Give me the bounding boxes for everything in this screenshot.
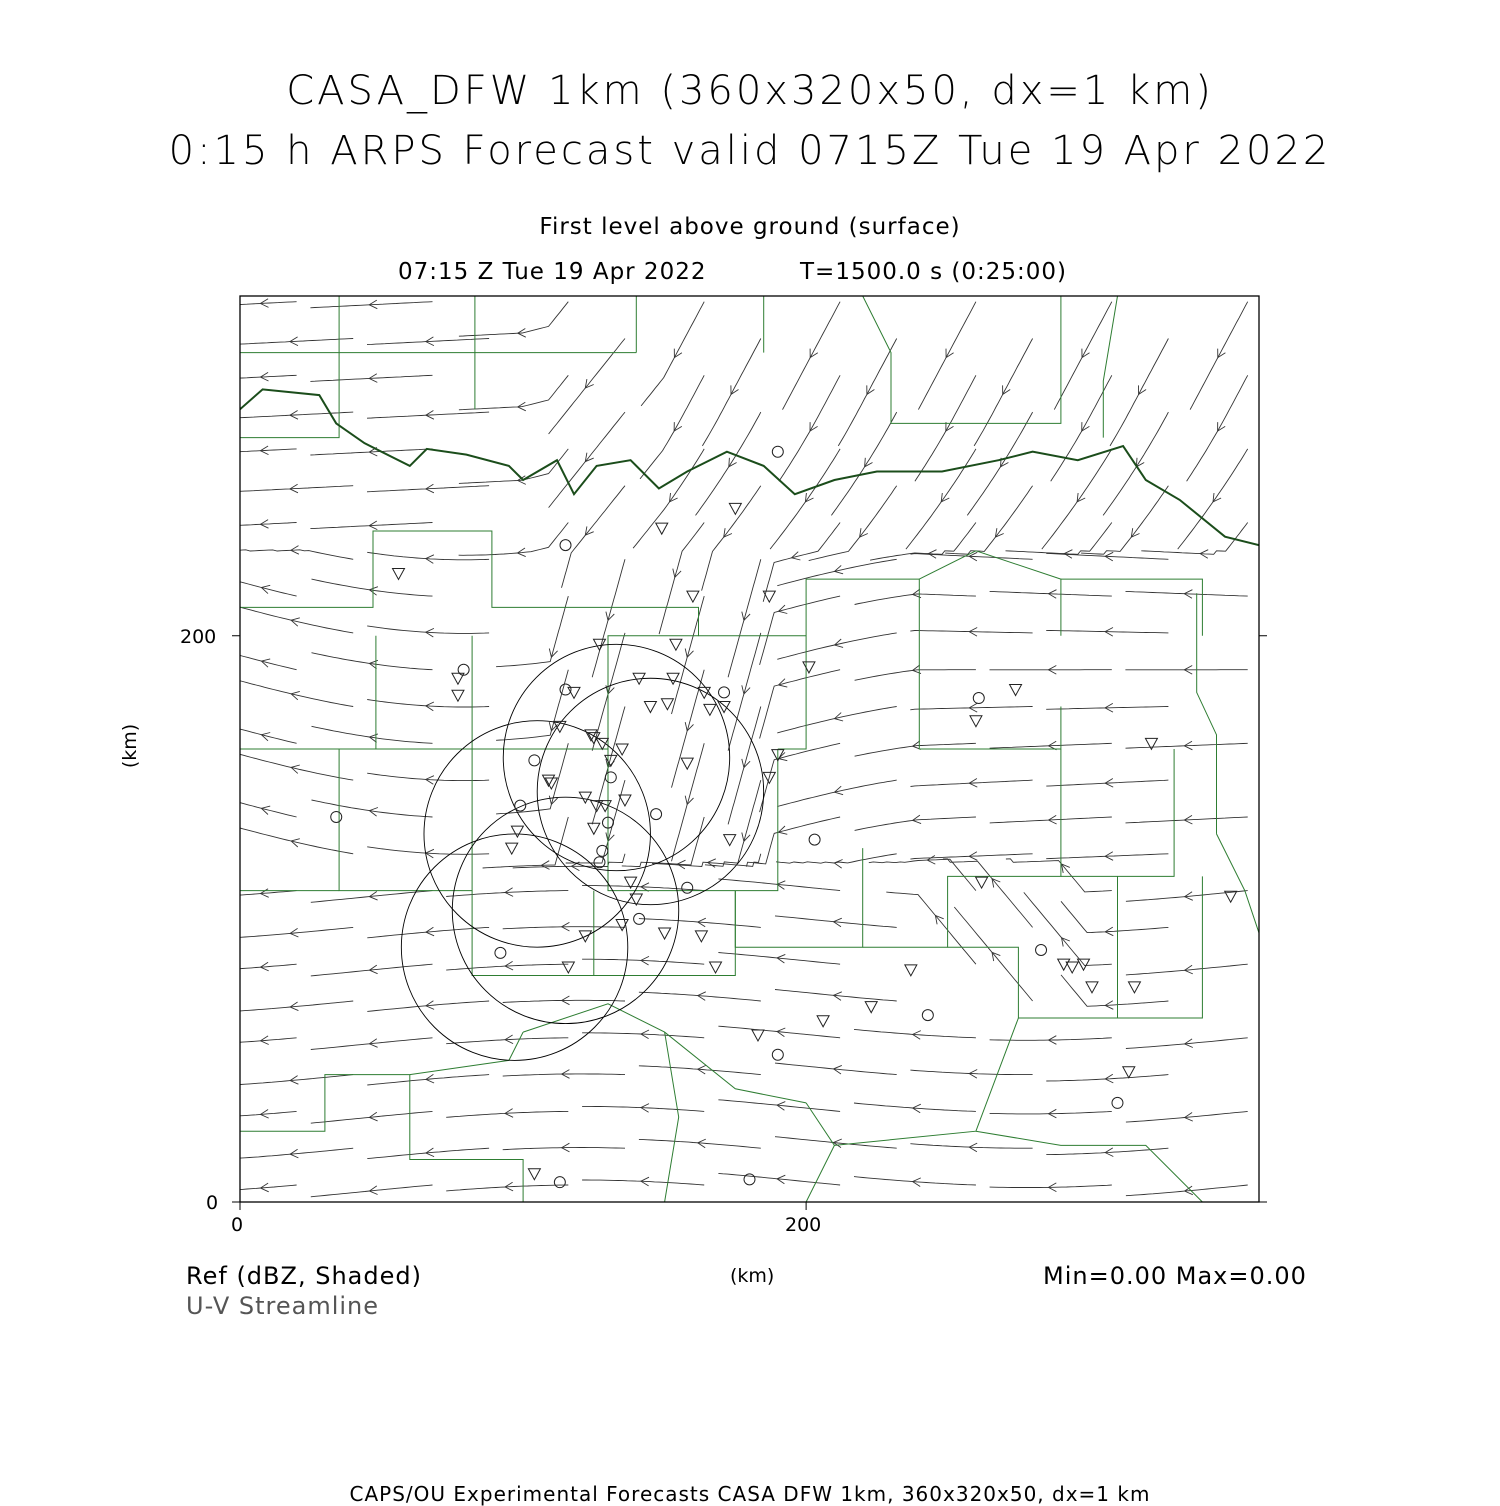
title-line-1: CASA_DFW 1km (360x320x50, dx=1 km): [0, 68, 1500, 114]
streamline: [367, 552, 489, 560]
station-triangle: [452, 690, 464, 701]
streamline: [641, 302, 704, 406]
streamline: [310, 375, 432, 381]
station-triangle: [511, 826, 523, 837]
county-line: [523, 1004, 806, 1103]
station-circle: [554, 1177, 565, 1188]
streamline: [592, 559, 625, 677]
streamline: [1110, 339, 1168, 446]
station-circle: [1112, 1097, 1123, 1108]
streamline: [367, 339, 489, 345]
streamline: [231, 1148, 353, 1159]
legend-vector-label: U-V Streamline: [186, 1292, 379, 1320]
streamline: [640, 375, 704, 479]
subtitle-level: First level above ground (surface): [0, 214, 1500, 240]
streamline: [770, 449, 840, 549]
station-triangle: [506, 843, 518, 854]
streamline: [869, 859, 976, 890]
station-triangle: [1123, 1067, 1135, 1078]
county-line: [240, 636, 376, 749]
streamline: [231, 927, 353, 938]
streamline: [310, 449, 432, 455]
streamline: [311, 964, 433, 976]
county-line: [863, 749, 1061, 947]
streamline: [1051, 375, 1112, 481]
streamline: [906, 449, 976, 549]
station-circle: [772, 1049, 783, 1060]
legend-field-label: Ref (dBZ, Shaded): [186, 1262, 422, 1290]
station-triangle: [704, 704, 716, 715]
streamline: [311, 1038, 433, 1050]
station-triangle: [752, 1030, 764, 1041]
station-circle: [922, 1010, 933, 1021]
streamline: [775, 1063, 897, 1075]
streamline: [954, 907, 1032, 1001]
station-triangle: [1086, 982, 1098, 993]
county-line: [376, 636, 472, 749]
county-line: [1197, 593, 1217, 834]
streamline: [312, 579, 433, 596]
state-boundary: [240, 389, 1259, 545]
station-triangle: [698, 687, 710, 698]
streamline: [1178, 449, 1248, 549]
streamline: [1126, 964, 1248, 975]
station-triangle: [817, 1016, 829, 1027]
station-circle: [651, 809, 662, 820]
county-line: [475, 353, 636, 410]
streamline: [310, 523, 432, 529]
streamline-arrow: [834, 860, 842, 869]
streamline: [855, 743, 976, 756]
station-circle: [1036, 945, 1047, 956]
station-triangle: [724, 835, 736, 846]
streamline: [592, 707, 625, 825]
streamline: [718, 1026, 840, 1038]
red-river-boundary: [240, 389, 1259, 545]
station-triangle: [976, 877, 988, 888]
station-triangle: [644, 702, 656, 713]
streamline: [783, 302, 841, 410]
streamline: [886, 892, 976, 964]
x-axis-unit: (km): [730, 1265, 774, 1287]
county-line: [1061, 579, 1203, 636]
streamline: [231, 1001, 353, 1012]
station-circle: [331, 811, 342, 822]
streamline: [918, 302, 976, 410]
streamline: [990, 817, 1112, 823]
station-circle: [682, 882, 693, 893]
station-triangle: [562, 962, 574, 973]
county-line: [665, 1032, 679, 1202]
county-line: [948, 876, 1118, 1018]
station-triangle: [687, 591, 699, 602]
station-triangle: [616, 744, 628, 755]
streamline: [870, 523, 976, 561]
streamline: [633, 449, 704, 548]
streamline: [974, 339, 1033, 446]
station-triangle: [670, 639, 682, 650]
streamline: [728, 633, 761, 751]
streamline: [231, 412, 353, 418]
streamline: [367, 927, 489, 937]
streamline: [367, 626, 489, 634]
county-line: [976, 1131, 1203, 1202]
streamline: [459, 449, 568, 484]
station-triangle: [528, 1169, 540, 1180]
streamline: [728, 707, 761, 825]
streamline: [367, 1001, 489, 1011]
y-tick-0: 0: [206, 1192, 218, 1214]
streamline: [312, 726, 433, 743]
streamline: [915, 375, 976, 481]
streamline: [809, 486, 897, 561]
station-triangle: [1128, 982, 1140, 993]
station-triangle: [729, 503, 741, 514]
county-line: [410, 1075, 523, 1202]
streamline: [779, 375, 840, 481]
county-line: [1217, 834, 1260, 933]
county-line: [472, 891, 594, 976]
streamline: [911, 554, 1033, 560]
station-circle: [560, 540, 571, 551]
streamline: [367, 486, 489, 492]
county-line: [1118, 876, 1203, 1018]
streamline: [702, 339, 760, 446]
county-line: [1103, 296, 1117, 438]
streamline: [659, 523, 704, 635]
county-line: [834, 1018, 1018, 1145]
station-triangle: [667, 673, 679, 684]
streamline: [746, 817, 840, 867]
streamline: [672, 596, 705, 714]
streamline: [1046, 780, 1168, 786]
streamline: [496, 596, 568, 667]
station-circle: [605, 772, 616, 783]
y-axis-unit: (km): [119, 724, 141, 768]
streamline: [310, 302, 432, 308]
streamline: [943, 859, 1033, 928]
streamline: [1081, 486, 1168, 555]
streamline: [566, 780, 625, 863]
streamline: [1061, 901, 1168, 932]
station-triangle: [659, 928, 671, 939]
streamline: [231, 486, 353, 492]
streamline: [367, 773, 489, 780]
streamline: [311, 1111, 433, 1123]
streamlines-layer: [226, 299, 1247, 1197]
streamline: [311, 1185, 433, 1197]
legend-minmax: Min=0.00 Max=0.00: [1043, 1262, 1307, 1290]
streamline: [775, 1137, 897, 1149]
streamline: [945, 486, 1032, 555]
county-line: [240, 531, 806, 636]
station-triangle: [681, 758, 693, 769]
station-circle: [744, 1174, 755, 1185]
streamline: [311, 891, 433, 903]
streamline: [775, 990, 897, 1002]
station-triangle: [710, 962, 722, 973]
streamline: [911, 780, 1033, 786]
station-triangle: [1066, 962, 1078, 973]
station-circle: [973, 693, 984, 704]
streamline: [775, 916, 897, 928]
streamline: [1126, 1038, 1248, 1049]
station-triangle: [661, 699, 673, 710]
station-triangle: [970, 716, 982, 727]
station-triangle: [393, 568, 405, 579]
station-triangle: [588, 823, 600, 834]
streamline: [231, 1075, 353, 1086]
station-circle: [597, 845, 608, 856]
streamline: [838, 339, 896, 446]
station-circle: [772, 446, 783, 457]
subtitle-model-time: T=1500.0 s (0:25:00): [800, 259, 1067, 285]
streamline: [367, 1148, 489, 1158]
county-line: [919, 707, 1061, 750]
streamline: [1006, 859, 1112, 892]
streamline: [1024, 892, 1112, 965]
streamline: [760, 596, 841, 665]
streamline: [718, 953, 840, 965]
station-circle: [529, 755, 540, 766]
streamline: [1042, 449, 1112, 549]
station-triangle: [763, 591, 775, 602]
y-tick-200: 200: [180, 626, 216, 648]
streamline: [1126, 1111, 1248, 1122]
county-line: [594, 891, 736, 976]
title-line-2: 0:15 h ARPS Forecast valid 0715Z Tue 19 Apr 2022: [0, 128, 1500, 174]
streamline: [231, 339, 353, 345]
streamline: [562, 486, 626, 588]
footer-credit: CAPS/OU Experimental Forecasts CASA DFW 1km, 360x320x50, dx=1 km: [0, 1482, 1500, 1506]
station-circle: [809, 834, 820, 845]
station-circle: [515, 800, 526, 811]
station-triangle: [865, 1002, 877, 1013]
station-triangle: [1010, 685, 1022, 696]
station-circle: [719, 687, 730, 698]
station-circle: [495, 947, 506, 958]
streamline: [1190, 302, 1248, 410]
streamline: [718, 1173, 840, 1185]
station-triangle: [803, 662, 815, 673]
streamline: [312, 653, 433, 670]
radar-ring: [452, 797, 678, 1023]
streamline: [1126, 817, 1248, 823]
station-triangle: [905, 965, 917, 976]
streamline: [760, 743, 841, 812]
axis-ticks: [232, 636, 1267, 1210]
streamline: [718, 1100, 840, 1112]
streamline: [459, 523, 569, 556]
streamline: [702, 486, 761, 591]
streamline: [312, 800, 433, 817]
station-triangle: [579, 792, 591, 803]
county-line: [806, 1103, 834, 1202]
subtitle-time: 07:15 Z Tue 19 Apr 2022: [398, 259, 706, 285]
streamline: [763, 523, 840, 602]
streamline: [367, 412, 489, 418]
x-tick-0: 0: [231, 1214, 243, 1236]
county-line: [339, 749, 472, 891]
x-tick-200: 200: [785, 1214, 821, 1236]
radar-ring: [503, 644, 729, 870]
streamline: [705, 780, 761, 866]
county-line: [778, 579, 920, 749]
streamline: [728, 559, 761, 677]
streamline: [718, 879, 840, 891]
county-line: [240, 296, 339, 353]
streamline: [760, 670, 841, 739]
streamline: [367, 1075, 489, 1085]
streamline: [672, 743, 705, 861]
station-triangle: [695, 931, 707, 942]
streamline: [1061, 975, 1168, 1006]
streamline: [367, 700, 489, 708]
station-triangle: [656, 523, 668, 534]
county-line: [891, 296, 1061, 423]
county-line: [339, 296, 475, 353]
radar-ring: [424, 721, 650, 947]
streamline: [1187, 375, 1248, 481]
county-line: [863, 296, 891, 423]
